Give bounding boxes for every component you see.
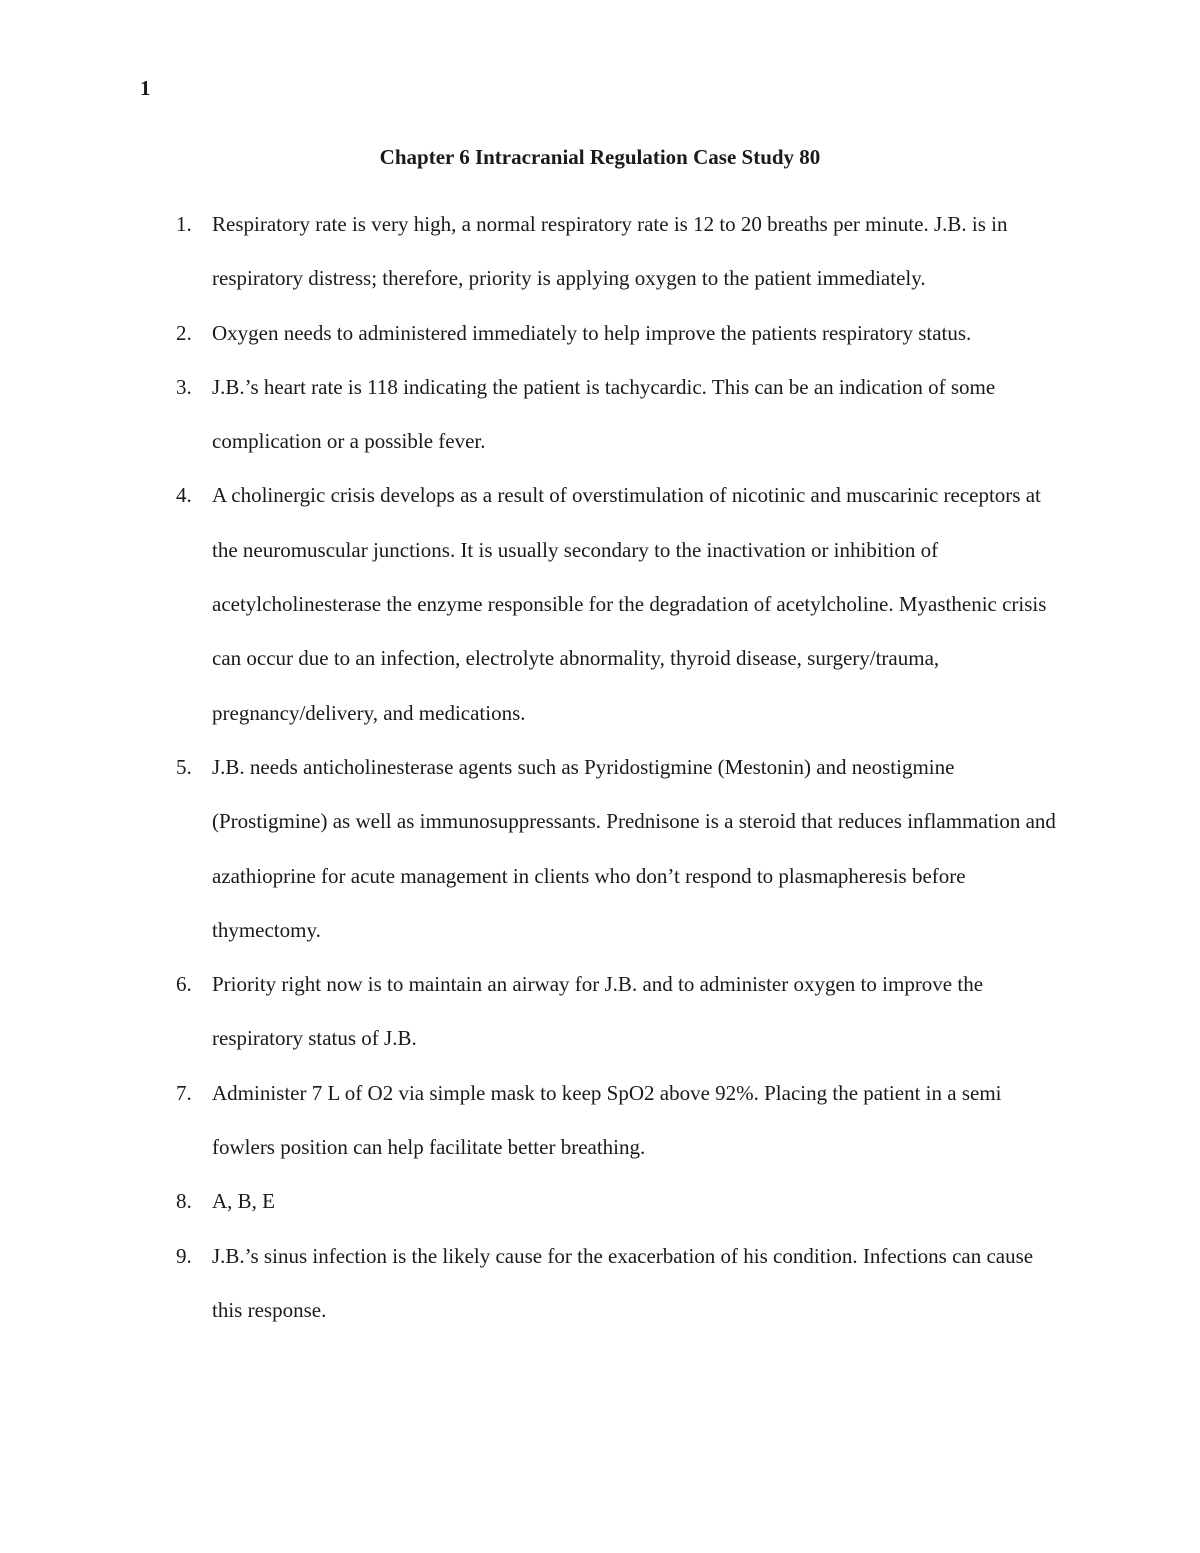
answer-item bbox=[0, 957, 1062, 1066]
answer-number: 6. bbox=[176, 972, 192, 997]
answer-item bbox=[0, 740, 1062, 957]
answer-text: J.B.’s sinus infection is the likely cause for the exacerbation of his condition. Infections can cause this response. bbox=[212, 1243, 1034, 1322]
answer-text: Priority right now is to maintain an airway for J.B. and to administer oxygen to improve the respiratory status of J.B. bbox=[212, 972, 984, 1051]
answer-item bbox=[0, 197, 1062, 306]
answer-number: 7. bbox=[176, 1080, 192, 1105]
answer-text: J.B. needs anticholinesterase agents such as Pyridostigmine (Mestonin) and neostigmine (Prostigmine) as well as immunosuppressants. Prednisone is a steroid that reduces inflammation and azathioprine for acute management in clients who don’t respond to plasmapheresis before thymectomy. bbox=[212, 754, 1056, 942]
answer-item bbox=[0, 468, 1062, 739]
answer-item bbox=[0, 306, 1062, 360]
answer-list bbox=[0, 197, 1062, 1337]
answer-text: A cholinergic crisis develops as a result of overstimulation of nicotinic and muscarinic receptors at the neuromuscular junctions. It is usually secondary to the inactivation or inhibition of acetylcholinesterase the enzyme responsible for the degradation of acetylcholine. Myasthenic crisis can occur due to an infection, electrolyte abnormality, thyroid disease, surgery/trauma, pregnancy/delivery, and medications. bbox=[212, 483, 1047, 725]
answer-number: 8. bbox=[176, 1189, 192, 1214]
answer-number: 2. bbox=[176, 320, 192, 345]
answer-number: 3. bbox=[176, 374, 192, 399]
answer-text: J.B.’s heart rate is 118 indicating the patient is tachycardic. This can be an indication of some complication or a possible fever. bbox=[212, 374, 996, 454]
answer-item bbox=[0, 1174, 1062, 1228]
answer-text: A, B, E bbox=[212, 1189, 275, 1214]
answer-text: Respiratory rate is very high, a normal respiratory rate is 12 to 20 breaths per minute. J.B. is in respiratory distress; therefore, priority is applying oxygen to the patient immediately. bbox=[212, 212, 1008, 291]
answer-item bbox=[0, 1066, 1062, 1175]
page-number: 1 bbox=[140, 76, 151, 100]
answer-item bbox=[0, 1229, 1062, 1338]
answer-number: 9. bbox=[176, 1243, 192, 1268]
document-title: Chapter 6 Intracranial Regulation Case Study 80 bbox=[379, 145, 821, 169]
answer-text: Administer 7 L of O2 via simple mask to keep SpO2 above 92%. Placing the patient in a semi fowlers position can help facilitate better breathing. bbox=[212, 1080, 1002, 1160]
answer-number: 4. bbox=[176, 483, 192, 508]
answer-text: Oxygen needs to administered immediately to help improve the patients respiratory status. bbox=[212, 320, 972, 345]
answer-item bbox=[0, 360, 1062, 469]
answer-number: 1. bbox=[176, 212, 192, 236]
answer-number: 5. bbox=[176, 754, 192, 779]
